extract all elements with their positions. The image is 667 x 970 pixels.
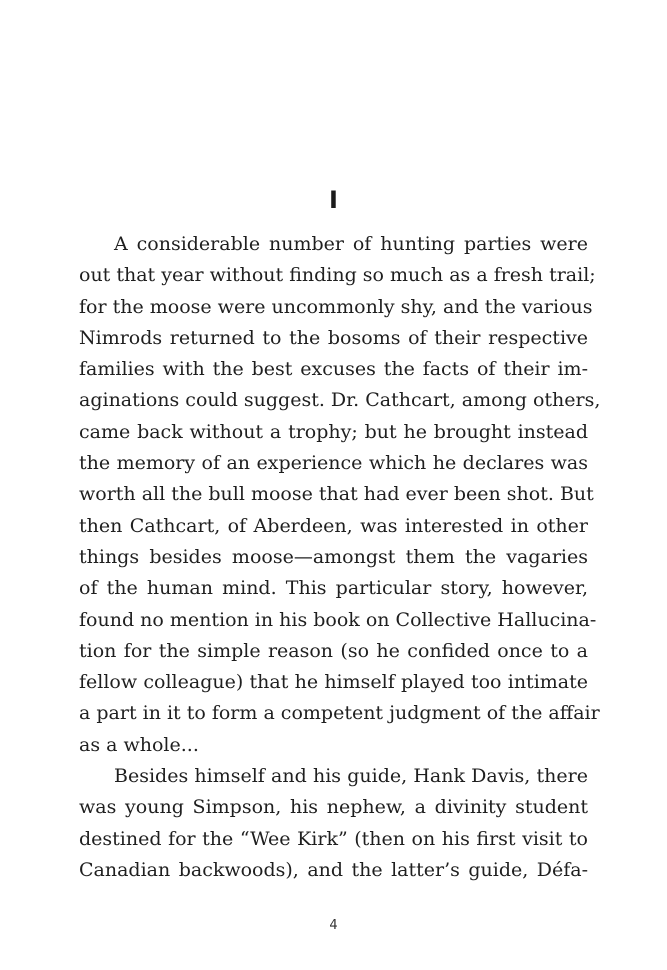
text-line: found no mention in his book on Collective Hallucina- <box>79 608 597 631</box>
chapter-heading: I <box>329 186 338 214</box>
text-line: destined for the “Wee Kirk” (then on his first visit to <box>79 827 588 850</box>
text-line: tion for the simple reason (so he confided once to a <box>79 639 588 662</box>
paragraph-1 <box>79 229 601 761</box>
text-line: fellow colleague) that he himself played too intimate <box>79 671 588 694</box>
text-line: out that year without finding so much as a fresh trail; <box>79 264 596 287</box>
text-line: of the human mind. This particular story, however, <box>79 577 588 600</box>
body-text <box>79 229 601 886</box>
text-line: Nimrods returned to the bosoms of their respective <box>79 326 588 349</box>
text-line: was young Simpson, his nephew, a divinity student <box>79 796 588 819</box>
text-line: things besides moose—amongst them the vagaries <box>79 545 588 568</box>
text-line: Besides himself and his guide, Hank Davis, there <box>114 765 588 788</box>
text-line: Canadian backwoods), and the latter’s guide, Défa- <box>79 858 588 881</box>
paragraph-2 <box>79 761 588 886</box>
text-line: then Cathcart, of Aberdeen, was interested in other <box>79 514 588 537</box>
text-line: as a whole... <box>79 733 199 756</box>
text-line: for the moose were uncommonly shy, and the various <box>79 295 593 318</box>
text-line: A considerable number of hunting parties were <box>114 233 588 255</box>
text-line: the memory of an experience which he declares was <box>79 452 588 475</box>
page-number: 4 <box>329 918 338 933</box>
text-line: came back without a trophy; but he brought instead <box>79 420 588 443</box>
text-line: families with the best excuses the facts of their im- <box>79 358 588 381</box>
text-line: worth all the bull moose that had ever been shot. But <box>79 483 594 506</box>
text-line: a part in it to form a competent judgment of the affair <box>79 702 600 725</box>
text-line: aginations could suggest. Dr. Cathcart, among others, <box>79 389 601 412</box>
